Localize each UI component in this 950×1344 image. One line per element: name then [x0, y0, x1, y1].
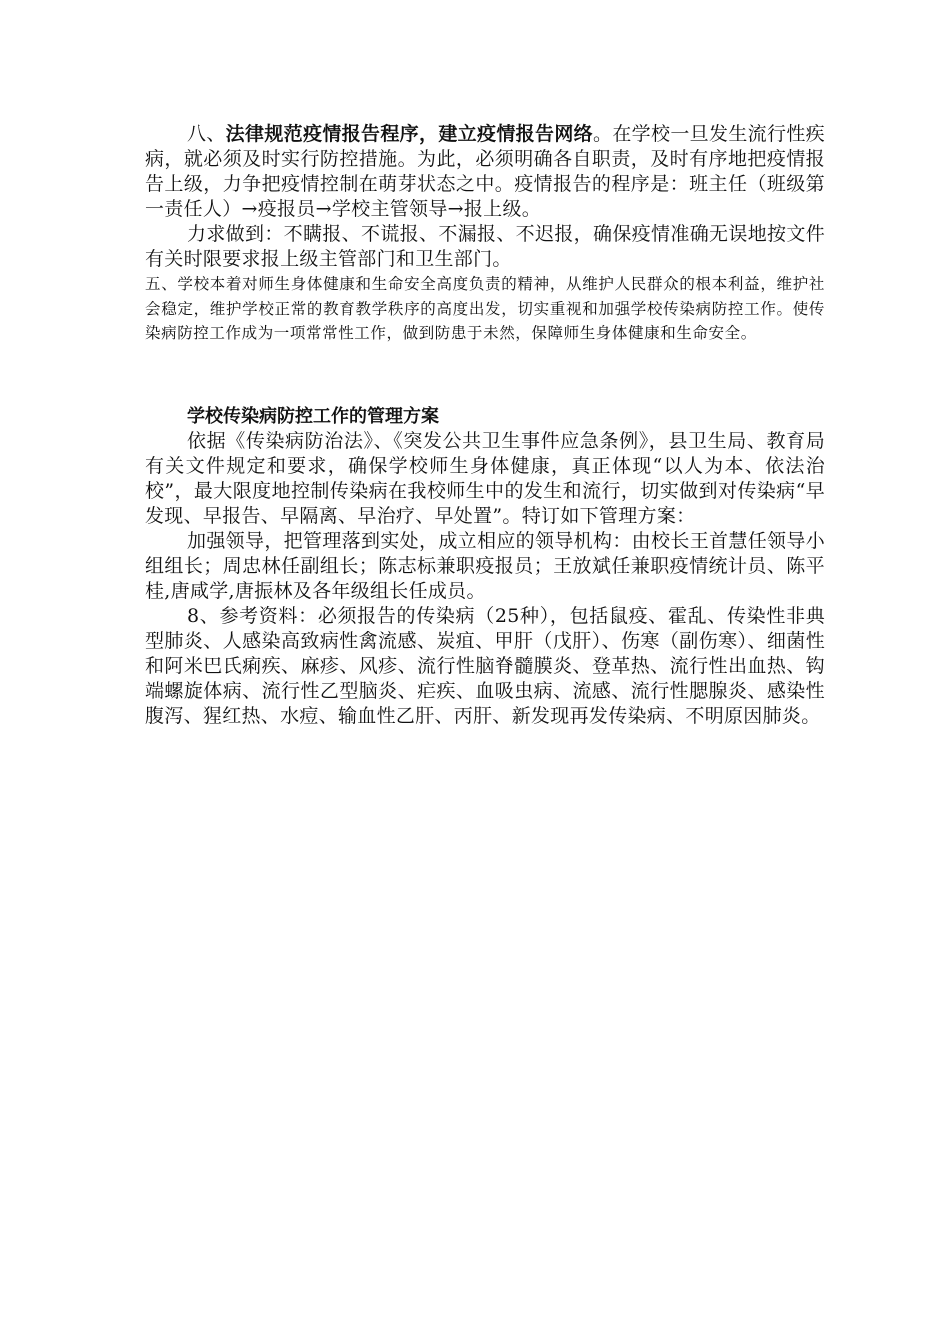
section-8-body: 。在学校一旦发生流行性疾病，就必须及时实行防控措施。为此，必须明确各自职责，及时有序地把疫情报告上级，力争把疫情控制在萌芽状态之中。疫情报告的程序是：班主任（班级第一责任人）→疫报员→学校主管领导→报上级。 [145, 123, 825, 220]
section-5-paragraph: 五、学校本着对师生身体健康和生命安全高度负责的精神，从维护人民群众的根本利益，维护社会稳定，维护学校正常的教育教学秩序的高度出发，切实重视和加强学校传染病防控工作。使传染病防控工作成为一项常常性工作，做到防患于未然，保障师生身体健康和生命安全。 [145, 275, 825, 342]
requirement-paragraph: 力求做到：不瞒报、不谎报、不漏报、不迟报，确保疫情准确无误地按文件有关时限要求报上级主管部门和卫生部门。 [145, 223, 825, 270]
leadership-paragraph: 加强领导，把管理落到实处，成立相应的领导机构：由校长王首慧任领导小组组长；周忠林任副组长；陈志标兼职疫报员；王放斌任兼职疫情统计员、陈平桂,唐咸学,唐振林及各年级组长任成员。 [145, 529, 825, 602]
plan-title: 学校传染病防控工作的管理方案 [187, 405, 439, 427]
document-body [145, 122, 825, 729]
section-8-prefix: 八、 [187, 123, 226, 145]
references-paragraph: 8、参考资料：必须报告的传染病（25种），包括鼠疫、霍乱、传染性非典型肺炎、人感染高致病性禽流感、炭疽、甲肝（戊肝）、伤寒（副伤寒）、细菌性和阿米巴氏痢疾、麻疹、风疹、流行性脑脊髓膜炎、登革热、流行性出血热、钩端螺旋体病、流行性乙型脑炎、疟疾、血吸虫病、流感、流行性腮腺炎、感染性腹泻、猩红热、水痘、输血性乙肝、丙肝、新发现再发传染病、不明原因肺炎。 [145, 604, 825, 727]
section-8-heading: 法律规范疫情报告程序，建立疫情报告网络 [225, 123, 594, 145]
plan-intro-paragraph: 依据《传染病防治法》、《突发公共卫生事件应急条例》，县卫生局、教育局有关文件规定和要求，确保学校师生身体健康，真正体现“以人为本、依法治校”，最大限度地控制传染病在我校师生中的发生和流行，切实做到对传染病“早发现、早报告、早隔离、早治疗、早处置”。特订如下管理方案： [145, 429, 825, 527]
section-8-paragraph [145, 122, 825, 222]
